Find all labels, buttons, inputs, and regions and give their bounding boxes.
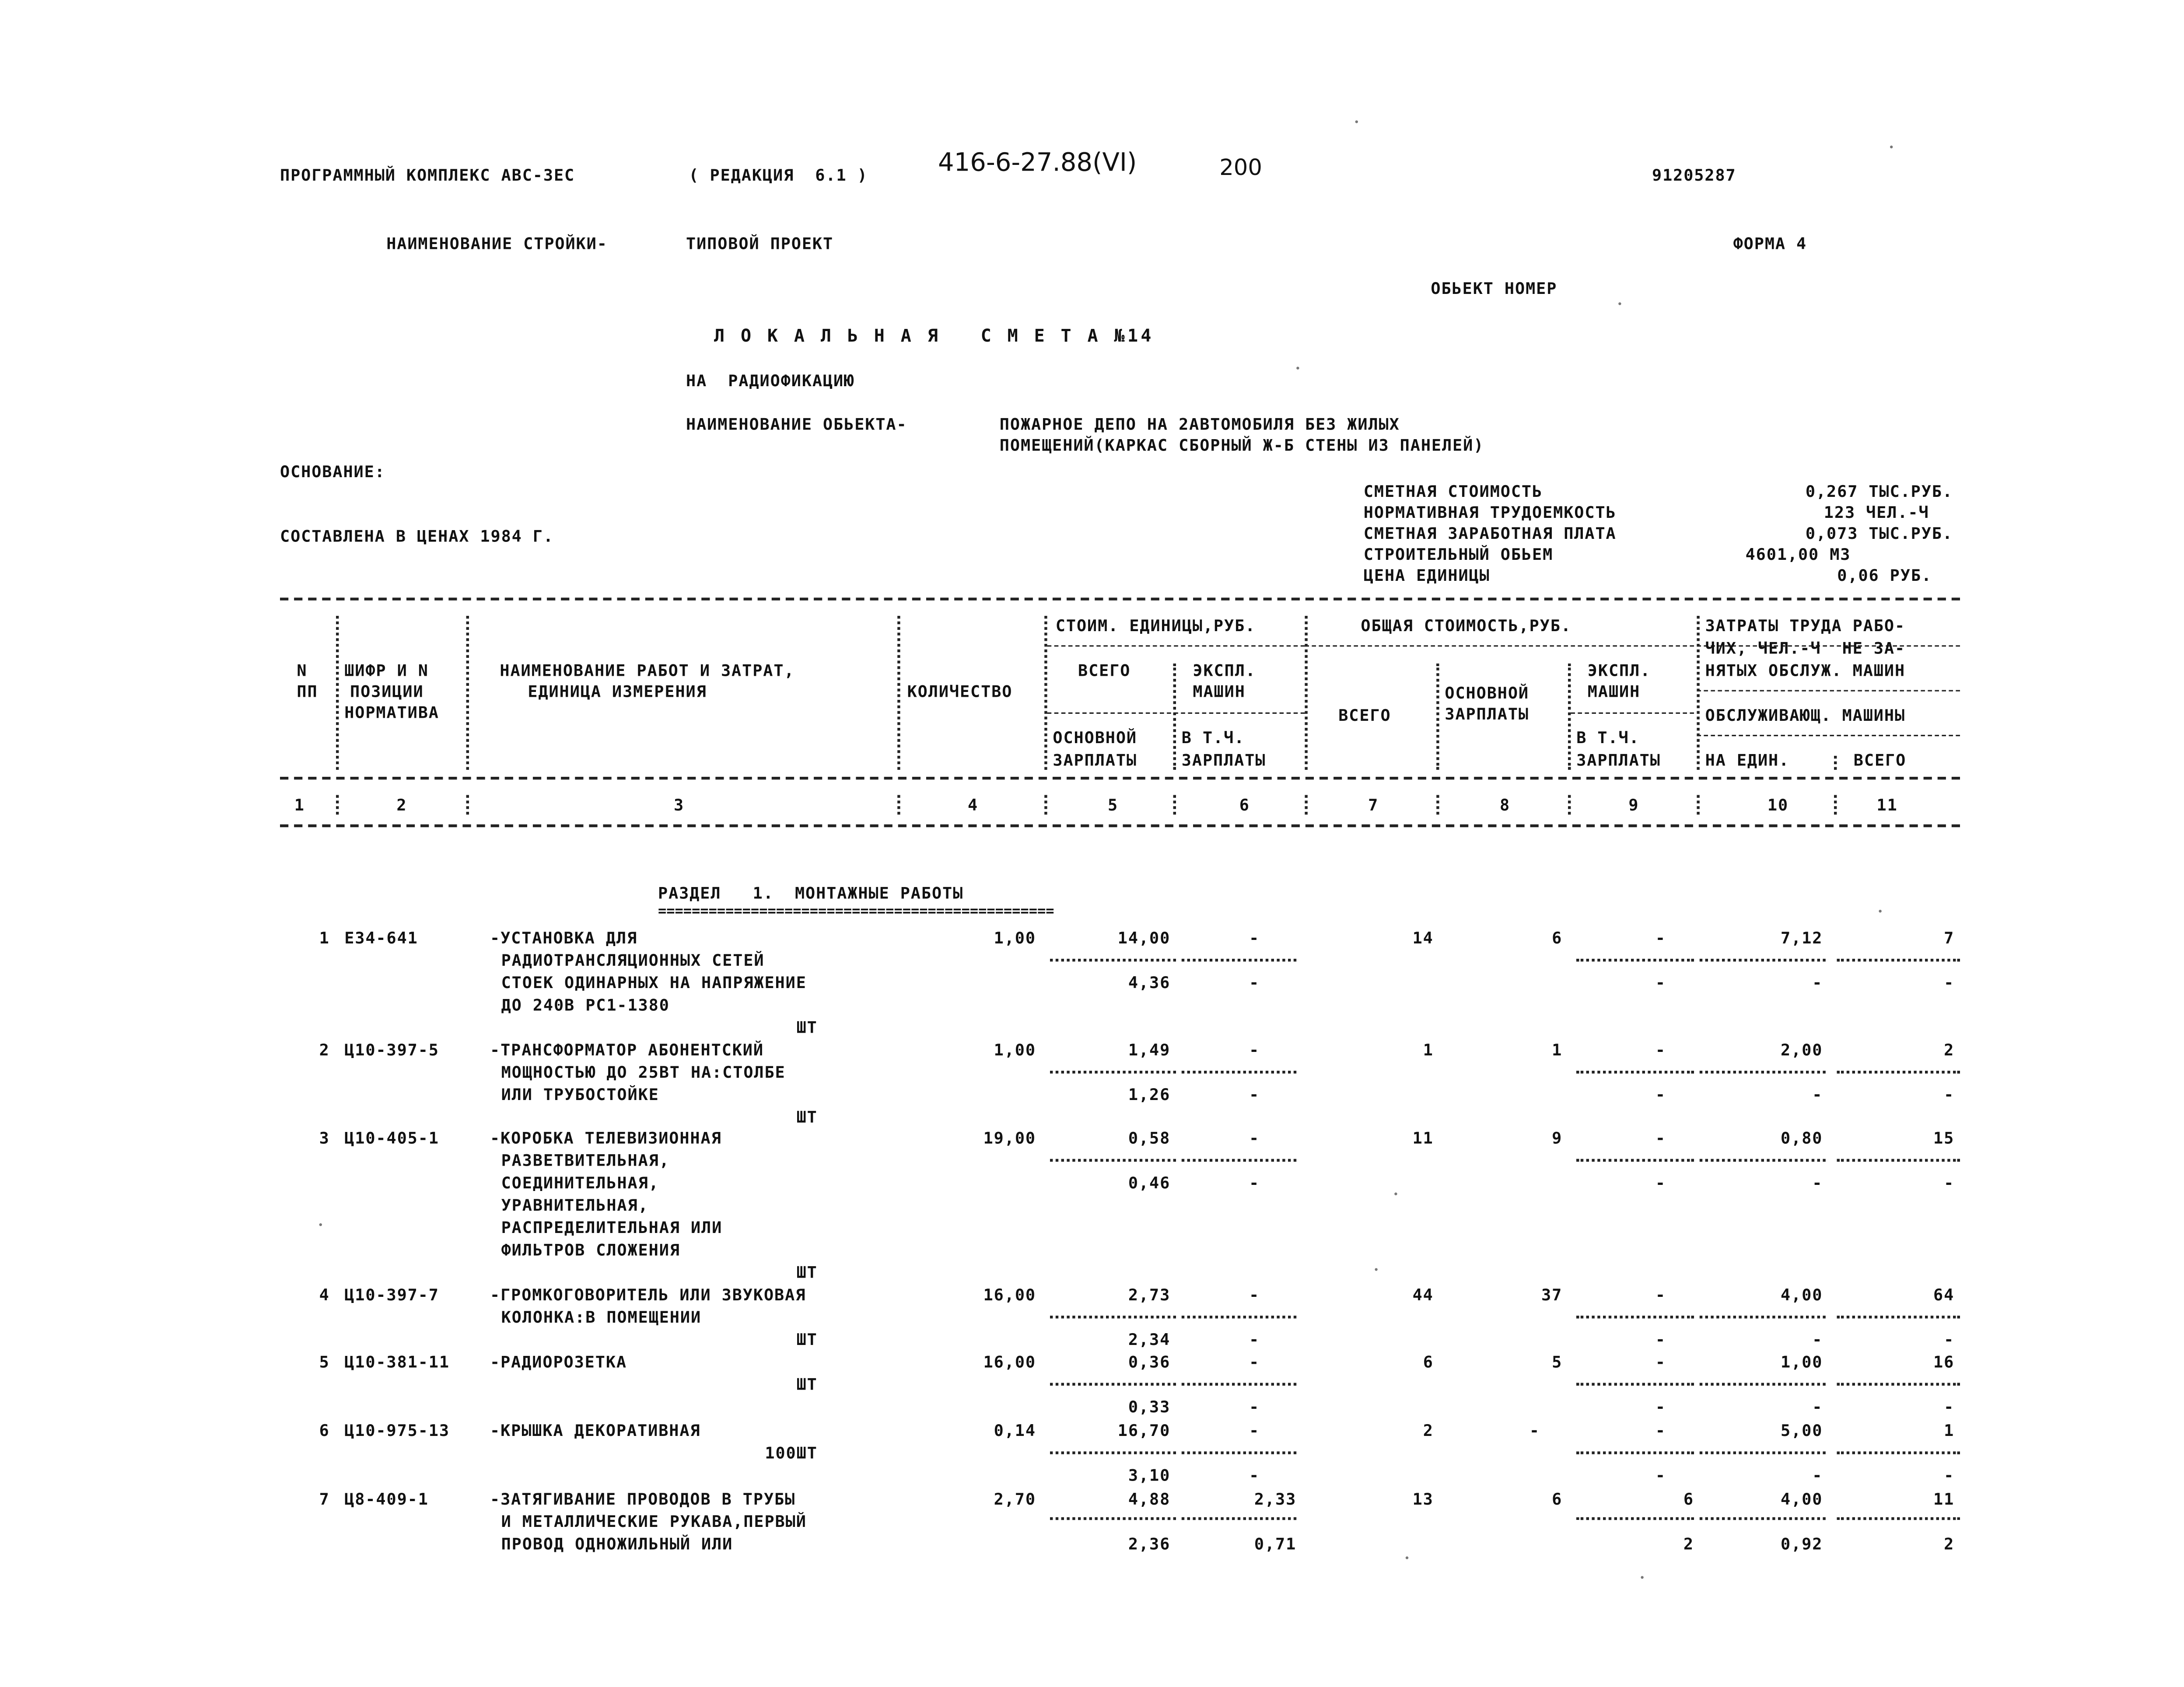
labor-per-unit-machine: - xyxy=(1812,1173,1823,1193)
total-machine: - xyxy=(1655,1285,1666,1305)
labor-per-unit-machine: 0,92 xyxy=(1781,1534,1823,1554)
scan-speck xyxy=(1641,1576,1643,1579)
row-name-line: -КОРОБКА ТЕЛЕВИЗИОННАЯ xyxy=(490,1128,722,1148)
value-rule xyxy=(1050,1071,1176,1073)
value-rule xyxy=(1182,959,1296,961)
scan-speck xyxy=(1879,910,1881,912)
value-rule xyxy=(1837,1517,1960,1520)
labor-per-unit: 1,00 xyxy=(1781,1352,1823,1372)
total-wage: - xyxy=(1529,1421,1540,1440)
row-quantity: 0,14 xyxy=(994,1421,1036,1440)
value-rule xyxy=(1182,1383,1296,1386)
basis-label: ОСНОВАНИЕ: xyxy=(280,462,385,482)
row-quantity: 16,00 xyxy=(983,1352,1036,1372)
unit-machine-wage: - xyxy=(1249,1465,1260,1485)
scan-speck xyxy=(1296,367,1299,369)
unit-total: 16,70 xyxy=(1117,1421,1171,1440)
value-rule xyxy=(1050,1517,1176,1520)
row-name-line: -КРЫШКА ДЕКОРАТИВНАЯ xyxy=(490,1421,701,1440)
value-rule xyxy=(1182,1316,1296,1318)
unit-machine-wage-header: ЗАРПЛАТЫ xyxy=(1181,750,1266,770)
column-number: 11 xyxy=(1876,795,1898,815)
header-sub-rule xyxy=(1697,690,1960,692)
column-number: 7 xyxy=(1368,795,1379,815)
row-unit: ШТ xyxy=(796,1107,818,1127)
labor-header: ЗАТРАТЫ ТРУДА РАБО- xyxy=(1705,616,1906,636)
col-quantity-header: КОЛИЧЕСТВО xyxy=(907,681,1013,702)
summary-value: 123 ЧЕЛ.-Ч xyxy=(1824,502,1929,522)
unit-cost-header: СТОИМ. ЕДИНИЦЫ,РУБ. xyxy=(1055,616,1256,636)
labor-total-header: ВСЕГО xyxy=(1853,750,1907,770)
unit-machine-wage: - xyxy=(1249,1397,1260,1417)
value-rule xyxy=(1182,1517,1296,1520)
labor-total: 1 xyxy=(1944,1421,1955,1440)
labor-per-unit-machine: - xyxy=(1812,973,1823,992)
unit-machine: 2,33 xyxy=(1254,1489,1297,1509)
summary-label: СМЕТНАЯ ЗАРАБОТНАЯ ПЛАТА xyxy=(1363,523,1617,543)
form-label: ФОРМА 4 xyxy=(1733,234,1807,254)
column-divider xyxy=(1697,616,1699,770)
header-sub-rule xyxy=(1697,735,1960,736)
row-unit: ШТ xyxy=(796,1017,818,1037)
column-divider xyxy=(1305,616,1307,770)
unit-machine: - xyxy=(1249,1421,1260,1440)
summary-value: 4601,00 М3 xyxy=(1745,544,1851,564)
document-number: 91205287 xyxy=(1652,165,1736,185)
section-underline: =============================================== xyxy=(658,904,1054,920)
column-divider xyxy=(1436,664,1439,770)
column-divider xyxy=(1173,664,1176,770)
row-name-line: И МЕТАЛЛИЧЕСКИЕ РУКАВА,ПЕРВЫЙ xyxy=(501,1512,807,1531)
value-rule xyxy=(1700,959,1826,961)
unit-total: 14,00 xyxy=(1117,928,1171,948)
row-code: Ц10-397-7 xyxy=(344,1285,439,1305)
total-machine-wage: - xyxy=(1655,973,1666,992)
row-number: 1 xyxy=(319,928,330,948)
unit-wage: 2,34 xyxy=(1128,1330,1171,1349)
object-label: НАИМЕНОВАНИЕ ОБЬЕКТА- xyxy=(686,414,907,434)
labor-per-unit: 0,80 xyxy=(1781,1128,1823,1148)
value-rule xyxy=(1700,1316,1826,1318)
row-unit: ШТ xyxy=(796,1330,818,1349)
unit-total: 4,88 xyxy=(1128,1489,1171,1509)
object-name-line-2: ПОМЕЩЕНИЙ(КАРКАС СБОРНЫЙ Ж-Б СТЕНЫ ИЗ ПАНЕЛЕЙ) xyxy=(999,435,1484,455)
value-rule xyxy=(1576,1383,1694,1386)
value-rule xyxy=(1050,1451,1176,1454)
unit-machine: - xyxy=(1249,1352,1260,1372)
total-machine: - xyxy=(1655,1421,1666,1440)
total-machine-wage: 2 xyxy=(1683,1534,1694,1554)
scan-speck xyxy=(1406,1556,1408,1559)
page-number: 200 xyxy=(1219,154,1262,181)
total-machine: - xyxy=(1655,1128,1666,1148)
unit-machine-wage: - xyxy=(1249,1173,1260,1193)
row-code: Ц10-405-1 xyxy=(344,1128,439,1148)
value-rule xyxy=(1700,1159,1826,1162)
total-wage-header: ОСНОВНОЙ xyxy=(1445,683,1530,703)
column-divider xyxy=(1044,616,1047,770)
total-all: 2 xyxy=(1423,1421,1434,1440)
labor-per-unit: 7,12 xyxy=(1781,928,1823,948)
unit-machine-header: ЭКСПЛ. xyxy=(1193,660,1256,681)
summary-label: СТРОИТЕЛЬНЫЙ ОБЬЕМ xyxy=(1363,544,1554,564)
value-rule xyxy=(1576,1071,1694,1073)
value-rule xyxy=(1700,1451,1826,1454)
labor-header: ЧИХ, ЧЕЛ.-Ч НЕ ЗА- xyxy=(1705,638,1906,658)
row-name-line: -ЗАТЯГИВАНИЕ ПРОВОДОВ В ТРУБЫ xyxy=(490,1489,796,1509)
row-name-line: ДО 240В РС1-1380 xyxy=(501,995,670,1015)
unit-machine: - xyxy=(1249,1040,1260,1060)
row-number: 2 xyxy=(319,1040,330,1060)
column-divider xyxy=(466,616,469,770)
column-divider xyxy=(336,795,339,815)
row-name-line: КОЛОНКА:В ПОМЕЩЕНИИ xyxy=(501,1307,702,1327)
column-number: 3 xyxy=(673,795,685,815)
unit-machine-header: МАШИН xyxy=(1193,681,1246,702)
row-name-line: ПРОВОД ОДНОЖИЛЬНЫЙ ИЛИ xyxy=(501,1534,733,1554)
row-name-line: СТОЕК ОДИНАРНЫХ НА НАПРЯЖЕНИЕ xyxy=(501,973,807,992)
value-rule xyxy=(1182,1071,1296,1073)
scan-speck xyxy=(1394,1192,1397,1195)
labor-total: 7 xyxy=(1944,928,1955,948)
unit-total: 0,36 xyxy=(1128,1352,1171,1372)
summary-value: 0,06 РУБ. xyxy=(1837,565,1932,585)
row-unit: 100ШТ xyxy=(765,1443,818,1463)
total-all: 44 xyxy=(1412,1285,1434,1305)
row-name-line: -ГРОМКОГОВОРИТЕЛЬ ИЛИ ЗВУКОВАЯ xyxy=(490,1285,806,1305)
column-divider xyxy=(897,616,900,770)
section-title: РАЗДЕЛ 1. МОНТАЖНЫЕ РАБОТЫ xyxy=(658,883,964,903)
scan-speck xyxy=(1355,120,1358,123)
column-divider xyxy=(1305,795,1307,815)
row-code: Ц10-397-5 xyxy=(344,1040,439,1060)
total-machine: - xyxy=(1655,1040,1666,1060)
value-rule xyxy=(1837,1071,1960,1073)
total-machine-wage: - xyxy=(1655,1085,1666,1104)
value-rule xyxy=(1837,959,1960,961)
unit-machine: - xyxy=(1249,1285,1260,1305)
row-name-line: УРАВНИТЕЛЬНАЯ, xyxy=(501,1195,649,1215)
row-code: Ц10-975-13 xyxy=(344,1421,450,1440)
construction-value: ТИПОВОЙ ПРОЕКТ xyxy=(686,234,834,254)
total-machine: 6 xyxy=(1683,1489,1694,1509)
col-code-header: ПОЗИЦИИ xyxy=(350,681,424,702)
summary-value: 0,073 ТЫС.РУБ. xyxy=(1805,523,1953,543)
labor-per-unit-machine: - xyxy=(1812,1085,1823,1104)
summary-label: НОРМАТИВНАЯ ТРУДОЕМКОСТЬ xyxy=(1363,502,1617,522)
labor-total: 15 xyxy=(1933,1128,1955,1148)
value-rule xyxy=(1576,1451,1694,1454)
edition: ( РЕДАКЦИЯ 6.1 ) xyxy=(689,165,868,185)
row-quantity: 1,00 xyxy=(994,928,1036,948)
row-name-line: РАСПРЕДЕЛИТЕЛЬНАЯ ИЛИ xyxy=(501,1218,723,1237)
labor-per-unit: 5,00 xyxy=(1781,1421,1823,1440)
column-number: 1 xyxy=(294,795,305,815)
row-name-line: СОЕДИНИТЕЛЬНАЯ, xyxy=(501,1173,659,1193)
labor-per-unit: 4,00 xyxy=(1781,1285,1823,1305)
row-name-line: МОЩНОСТЬЮ ДО 25ВТ НА:СТОЛБЕ xyxy=(501,1062,786,1082)
column-number: 2 xyxy=(396,795,407,815)
row-number: 7 xyxy=(319,1489,330,1509)
value-rule xyxy=(1576,1159,1694,1162)
labor-header: НЯТЫХ ОБСЛУЖ. МАШИН xyxy=(1705,660,1906,681)
unit-machine-wage: - xyxy=(1249,1085,1260,1104)
column-divider xyxy=(1568,664,1571,770)
total-machine-wage: - xyxy=(1655,1397,1666,1417)
labor-total-machine: - xyxy=(1944,973,1955,992)
unit-machine: - xyxy=(1249,1128,1260,1148)
labor-per-unit-machine: - xyxy=(1812,1465,1823,1485)
value-rule xyxy=(1050,1383,1176,1386)
labor-total-machine: - xyxy=(1944,1465,1955,1485)
value-rule xyxy=(1700,1383,1826,1386)
total-machine-wage: - xyxy=(1655,1465,1666,1485)
program-name: ПРОГРАММНЫЙ КОМПЛЕКС АВС-ЗЕС xyxy=(280,165,575,185)
row-quantity: 1,00 xyxy=(994,1040,1036,1060)
total-all: 1 xyxy=(1423,1040,1434,1060)
row-code: Ц8-409-1 xyxy=(344,1489,429,1509)
value-rule xyxy=(1700,1517,1826,1520)
value-rule xyxy=(1837,1383,1960,1386)
unit-total: 1,49 xyxy=(1128,1040,1171,1060)
estimate-subject: НА РАДИОФИКАЦИЮ xyxy=(686,371,855,391)
total-all: 13 xyxy=(1412,1489,1434,1509)
value-rule xyxy=(1182,1159,1296,1162)
row-name-line: -РАДИОРОЗЕТКА xyxy=(490,1352,627,1372)
column-number: 10 xyxy=(1767,795,1789,815)
column-divider xyxy=(1173,795,1176,815)
scan-speck xyxy=(1618,302,1621,305)
column-number: 9 xyxy=(1628,795,1639,815)
col-number-header: ПП xyxy=(297,681,318,702)
row-quantity: 19,00 xyxy=(983,1128,1036,1148)
numbers-bottom-rule xyxy=(280,824,1960,827)
total-wage: 9 xyxy=(1552,1128,1563,1148)
total-wage: 5 xyxy=(1552,1352,1563,1372)
row-quantity: 2,70 xyxy=(994,1489,1036,1509)
value-rule xyxy=(1050,959,1176,961)
header-sub-rule xyxy=(1571,713,1694,714)
total-machine-wage: - xyxy=(1655,1330,1666,1349)
unit-total-header: ВСЕГО xyxy=(1078,660,1131,681)
col-code-header: ШИФР И N xyxy=(344,660,429,681)
total-all-header: ВСЕГО xyxy=(1338,705,1391,725)
column-divider xyxy=(897,795,900,815)
labor-total: 64 xyxy=(1933,1285,1955,1305)
total-all: 6 xyxy=(1423,1352,1434,1372)
row-number: 6 xyxy=(319,1421,330,1440)
total-machine-wage: - xyxy=(1655,1173,1666,1193)
unit-total: 0,58 xyxy=(1128,1128,1171,1148)
column-divider xyxy=(1834,756,1837,770)
col-name-header: НАИМЕНОВАНИЕ РАБОТ И ЗАТРАТ, xyxy=(500,660,795,681)
value-rule xyxy=(1576,1316,1694,1318)
labor-total-machine: - xyxy=(1944,1085,1955,1104)
column-number: 8 xyxy=(1499,795,1511,815)
row-unit: ШТ xyxy=(796,1374,818,1394)
unit-wage: 2,36 xyxy=(1128,1534,1171,1554)
row-number: 3 xyxy=(319,1128,330,1148)
unit-machine-wage: - xyxy=(1249,1330,1260,1349)
row-number: 4 xyxy=(319,1285,330,1305)
column-number: 4 xyxy=(967,795,979,815)
value-rule xyxy=(1050,1316,1176,1318)
column-divider xyxy=(1044,795,1047,815)
summary-label: СМЕТНАЯ СТОИМОСТЬ xyxy=(1363,481,1543,501)
row-name-line: РАЗВЕТВИТЕЛЬНАЯ, xyxy=(501,1150,670,1170)
col-code-header: НОРМАТИВА xyxy=(344,702,439,723)
labor-per-unit: 2,00 xyxy=(1781,1040,1823,1060)
column-divider xyxy=(1436,795,1439,815)
table-top-rule xyxy=(280,597,1960,600)
unit-wage: 3,10 xyxy=(1128,1465,1171,1485)
labor-header: ОБСЛУЖИВАЮЩ. МАШИНЫ xyxy=(1705,705,1906,725)
row-name-line: ИЛИ ТРУБОСТОЙКЕ xyxy=(501,1085,659,1104)
labor-per-unit-machine: - xyxy=(1812,1330,1823,1349)
object-name-line-1: ПОЖАРНОЕ ДЕПО НА 2АВТОМОБИЛЯ БЕЗ ЖИЛЫХ xyxy=(999,414,1400,434)
unit-total: 2,73 xyxy=(1128,1285,1171,1305)
labor-per-unit-header: НА ЕДИН. xyxy=(1705,750,1790,770)
total-machine-header: ЭКСПЛ. xyxy=(1587,660,1651,681)
total-wage: 6 xyxy=(1552,928,1563,948)
total-machine: - xyxy=(1655,1352,1666,1372)
construction-label: НАИМЕНОВАНИЕ СТРОЙКИ- xyxy=(386,234,608,254)
total-machine-wage-header: В Т.Ч. xyxy=(1576,728,1640,747)
column-divider xyxy=(1568,795,1571,815)
column-divider xyxy=(1834,795,1837,815)
row-code: Е34-641 xyxy=(344,928,418,948)
unit-machine-wage-header: В Т.Ч. xyxy=(1181,728,1245,747)
row-name-line: -ТРАНСФОРМАТОР АБОНЕНТСКИЙ xyxy=(490,1040,764,1060)
unit-machine: - xyxy=(1249,928,1260,948)
unit-machine-wage: 0,71 xyxy=(1254,1534,1297,1554)
project-code: 416-6-27.88(VI) xyxy=(938,148,1137,178)
labor-total-machine: - xyxy=(1944,1330,1955,1349)
unit-wage: 0,46 xyxy=(1128,1173,1171,1193)
labor-total-machine: 2 xyxy=(1944,1534,1955,1554)
labor-total: 2 xyxy=(1944,1040,1955,1060)
row-quantity: 16,00 xyxy=(983,1285,1036,1305)
value-rule xyxy=(1050,1159,1176,1162)
header-sub-rule xyxy=(1047,645,1305,646)
column-divider xyxy=(466,795,469,815)
value-rule xyxy=(1837,1451,1960,1454)
total-wage: 1 xyxy=(1552,1040,1563,1060)
unit-wage-header: ЗАРПЛАТЫ xyxy=(1053,750,1138,770)
estimate-title: Л О К А Л Ь Н А Я С М Е Т А №14 xyxy=(714,325,1154,346)
row-code: Ц10-381-11 xyxy=(344,1352,450,1372)
value-rule xyxy=(1576,959,1694,961)
labor-per-unit: 4,00 xyxy=(1781,1489,1823,1509)
price-level: СОСТАВЛЕНА В ЦЕНАХ 1984 Г. xyxy=(280,526,554,546)
value-rule xyxy=(1837,1159,1960,1162)
summary-label: ЦЕНА ЕДИНИЦЫ xyxy=(1363,565,1490,585)
total-wage: 6 xyxy=(1552,1489,1563,1509)
labor-per-unit-machine: - xyxy=(1812,1397,1823,1417)
header-sub-rule xyxy=(1305,645,1694,646)
total-machine: - xyxy=(1655,928,1666,948)
row-name-line: ФИЛЬТРОВ СЛОЖЕНИЯ xyxy=(501,1240,680,1260)
scan-speck xyxy=(1890,146,1893,148)
total-all: 14 xyxy=(1412,928,1434,948)
unit-wage: 4,36 xyxy=(1128,973,1171,992)
total-machine-wage-header: ЗАРПЛАТЫ xyxy=(1576,750,1661,770)
value-rule xyxy=(1576,1517,1694,1520)
labor-total: 16 xyxy=(1933,1352,1955,1372)
col-name-header: ЕДИНИЦА ИЗМЕРЕНИЯ xyxy=(528,681,707,702)
column-divider xyxy=(336,616,339,770)
header-sub-rule xyxy=(1047,713,1305,714)
value-rule xyxy=(1182,1451,1296,1454)
unit-wage-header: ОСНОВНОЙ xyxy=(1053,728,1138,747)
total-all: 11 xyxy=(1412,1128,1434,1148)
labor-total: 11 xyxy=(1933,1489,1955,1509)
column-number: 5 xyxy=(1107,795,1119,815)
row-name-line: -УСТАНОВКА ДЛЯ xyxy=(490,928,638,948)
unit-machine-wage: - xyxy=(1249,973,1260,992)
row-name-line: РАДИОТРАНСЛЯЦИОННЫХ СЕТЕЙ xyxy=(501,950,765,970)
scan-speck xyxy=(1375,1268,1377,1271)
unit-wage: 0,33 xyxy=(1128,1397,1171,1417)
column-number: 6 xyxy=(1239,795,1250,815)
total-wage-header: ЗАРПЛАТЫ xyxy=(1445,704,1530,724)
unit-wage: 1,26 xyxy=(1128,1085,1171,1104)
total-cost-header: ОБЩАЯ СТОИМОСТЬ,РУБ. xyxy=(1361,616,1572,636)
column-divider xyxy=(1697,795,1699,815)
row-number: 5 xyxy=(319,1352,330,1372)
total-wage: 37 xyxy=(1541,1285,1563,1305)
row-unit: ШТ xyxy=(796,1262,818,1282)
value-rule xyxy=(1837,1316,1960,1318)
value-rule xyxy=(1700,1071,1826,1073)
col-number-header: N xyxy=(297,660,308,681)
labor-total-machine: - xyxy=(1944,1397,1955,1417)
total-machine-header: МАШИН xyxy=(1587,681,1641,702)
scan-speck xyxy=(319,1223,322,1226)
header-bottom-rule xyxy=(280,777,1960,779)
summary-value: 0,267 ТЫС.РУБ. xyxy=(1805,481,1953,501)
object-number: ОБЬЕКТ НОМЕР xyxy=(1431,278,1558,298)
labor-total-machine: - xyxy=(1944,1173,1955,1193)
